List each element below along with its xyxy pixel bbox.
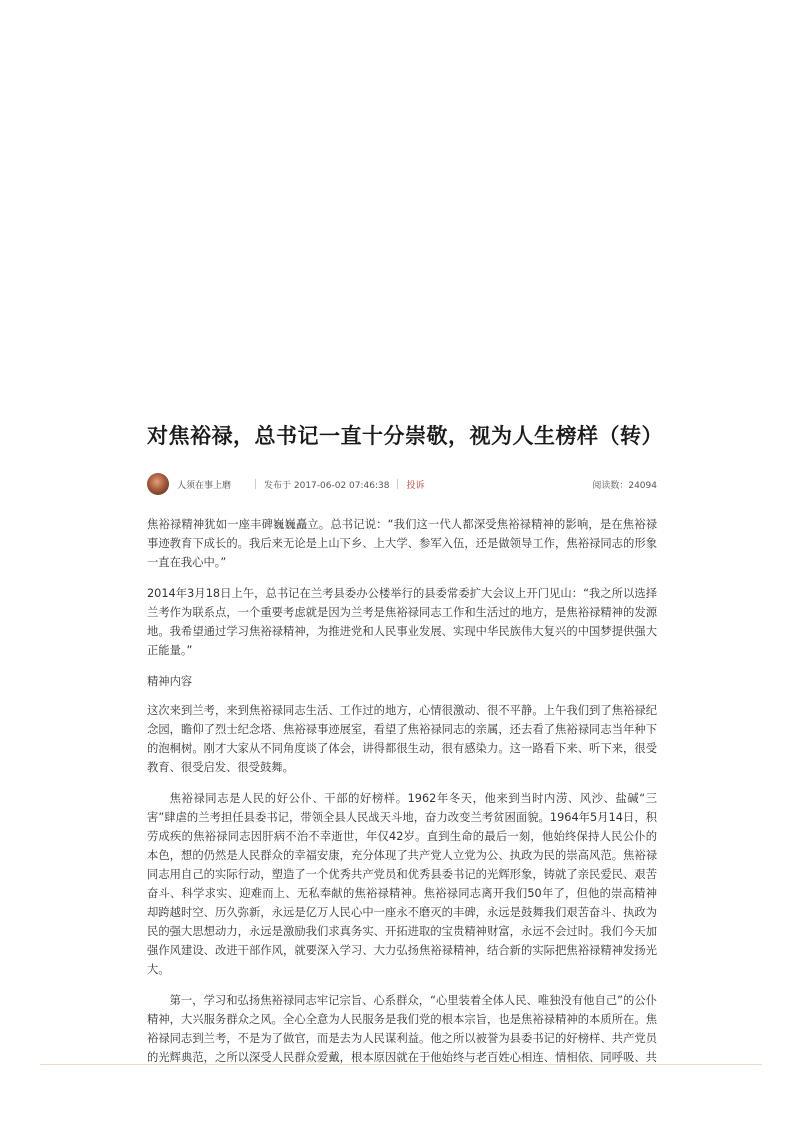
- paragraph: 2014年3月18日上午，总书记在兰考县委办公楼举行的县委常委扩大会议上开门见山：“我之所以选择兰考作为联系点，一个重要考虑就是因为兰考是焦裕禄同志工作和生活过的地方，是焦裕禄精神的发源地。我希望通过学习焦裕禄精神，为推进党和人民事业发展、实现中华民族伟大复兴的中国梦提供强大正能量。”: [147, 587, 657, 657]
- paragraph: 焦裕禄同志是人民的好公仆、干部的好榜样。1962年冬天，他来到当时内涝、风沙、盐碱“三害”肆虐的兰考担任县委书记，带领全县人民战天斗地，奋力改变兰考贫困面貌。1964年5月14日，积劳成疾的焦裕禄同志因肝病不治不幸逝世，年仅42岁。直到生命的最后一刻，他始终保持人民公仆的本色，想的仍然是人民群众的幸福安康，充分体现了共产党人立党为公、执政为民的崇高风范。焦裕禄同志用自己的实际行动，塑造了一个优秀共产党员和优秀县委书记的光辉形象，铸就了亲民爱民、艰苦奋斗、科学求实、迎难而上、无私奉献的焦裕禄精神。焦裕禄同志离开我们50年了，但他的崇高精神却跨越时空、历久弥新，永远是亿万人民心中一座永不磨灭的丰碑，永远是鼓舞我们艰苦奋斗、执政为民的强大思想动力，永远是激励我们求真务实、开拓进取的宝贵精神财富，永远不会过时。我们今天加强作风建设、改进干部作风，就要深入学习、大力弘扬焦裕禄精神，结合新的实际把焦裕禄精神发扬光大。: [147, 792, 657, 976]
- page-bottom-margin: [0, 1065, 800, 1132]
- avatar[interactable]: [147, 473, 169, 495]
- article: [147, 421, 663, 1098]
- article-title: 对焦裕禄，总书记一直十分崇敬，视为人生榜样（转）: [147, 424, 663, 448]
- meta-divider: [255, 479, 256, 489]
- read-count: 阅读数：24094: [592, 481, 657, 491]
- section-heading: 精神内容: [147, 675, 193, 688]
- meta-divider: [397, 479, 398, 489]
- author-name[interactable]: 人须在事上磨: [177, 480, 232, 491]
- paragraph: 第一，学习和弘扬焦裕禄同志牢记宗旨、心系群众，“心里装着全体人民、唯独没有他自己”的公仆精神，大兴服务群众之风。全心全意为人民服务是我们党的根本宗旨，也是焦裕禄精神的本质所在。焦裕禄同志到兰考，不是为了做官，而是去为人民谋利益。他之所以被誉为县委书记的好榜样、共产党员的光辉典范，之所以深受人民群众爱戴，根本原因就在于他始终与老百姓心相连、情相依、同呼吸、共: [147, 994, 657, 1064]
- publish-time: 发布于 2017-06-02 07:46:38: [264, 480, 390, 491]
- article-body: [147, 515, 657, 1086]
- paragraph: 焦裕禄精神犹如一座丰碑巍巍矗立。总书记说：“我们这一代人都深受焦裕禄精神的影响，是在焦裕禄事迹教育下成长的。我后来无论是上山下乡、上大学、参军入伍，还是做领导工作，焦裕禄同志的形象一直在我心中。”: [147, 518, 657, 569]
- article-meta: [147, 471, 657, 497]
- report-link[interactable]: 投诉: [406, 480, 425, 491]
- paragraph: 这次来到兰考，来到焦裕禄同志生活、工作过的地方，心情很激动、很不平静。上午我们到了焦裕禄纪念园，瞻仰了烈士纪念塔、焦裕禄事迹展室，看望了焦裕禄同志的亲属，还去看了焦裕禄同志当年种下的泡桐树。刚才大家从不同角度谈了体会，讲得都很生动，很有感染力。这一路看下来、听下来，很受教育、很受启发、很受鼓舞。: [147, 704, 657, 774]
